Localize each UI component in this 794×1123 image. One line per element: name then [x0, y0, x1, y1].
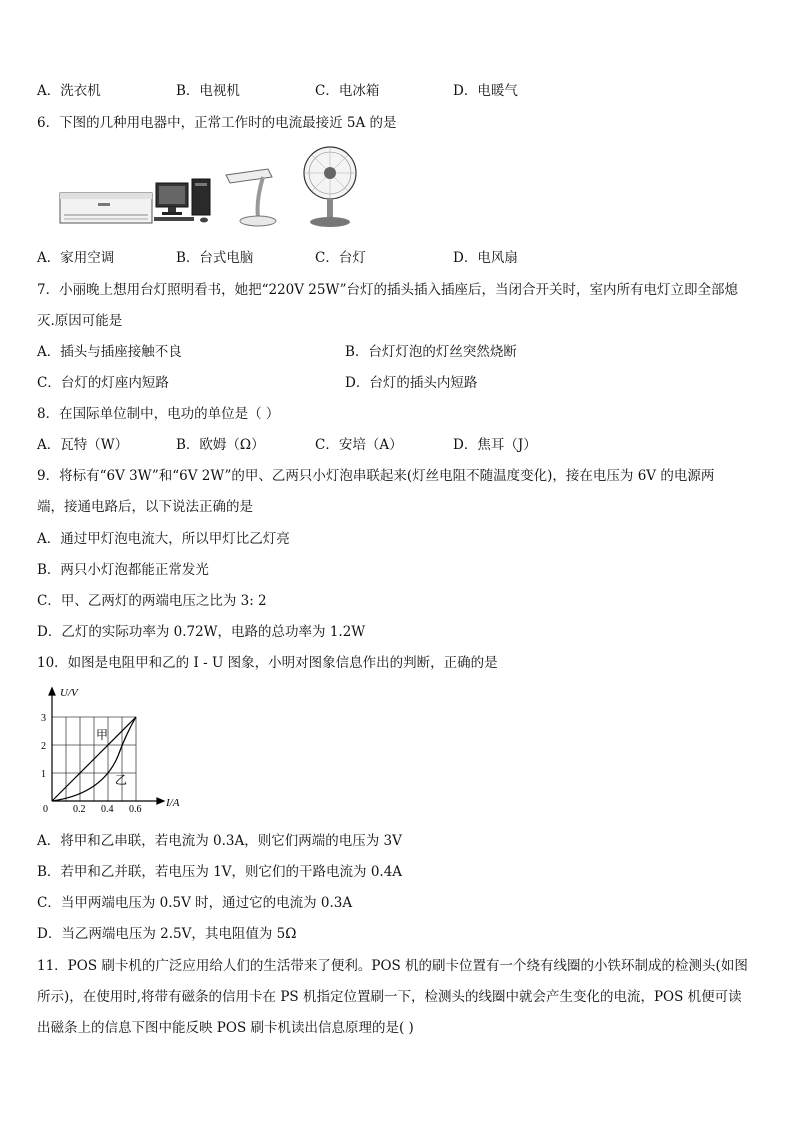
- q7-option-d: D．台灯的插头内短路: [345, 375, 478, 391]
- q5-option-c: C．电冰箱: [315, 83, 380, 99]
- electric-fan-icon: [304, 147, 356, 227]
- q10-iu-graph: [32, 684, 202, 819]
- y-axis-label: U/V: [60, 687, 78, 699]
- y-tick-2: 2: [41, 741, 46, 752]
- y-tick-1: 1: [41, 769, 46, 780]
- air-conditioner-icon: [60, 193, 152, 223]
- q9-stem-line1: 9．将标有“6V 3W”和“6V 2W”的甲、乙两只小灯泡串联起来(灯丝电阻不随温度变化)，接在电压为 6V 的电源两: [37, 468, 715, 484]
- q10-stem: 10．如图是电阻甲和乙的 I - U 图象，小明对图象信息作出的判断，正确的是: [37, 655, 498, 671]
- q11-stem-line3: 出磁条上的信息下图中能反映 POS 刷卡机读出信息原理的是( ): [37, 1020, 414, 1036]
- q7-option-a: A．插头与插座接触不良: [37, 344, 182, 360]
- q11-stem-line2: 所示)，在使用时,将带有磁条的信用卡在 PS 机指定位置刷一下，检测头的线圈中就会产生变化的电流，POS 机便可读: [37, 989, 742, 1005]
- q9-option-d: D．乙灯的实际功率为 0.72W，电路的总功率为 1.2W: [37, 624, 366, 640]
- q5-option-b: B．电视机: [176, 83, 240, 99]
- q10-option-c: C．当甲两端电压为 0.5V 时，通过它的电流为 0.3A: [37, 895, 353, 911]
- desk-lamp-icon: [226, 169, 276, 226]
- y-tick-3: 3: [41, 713, 46, 724]
- x-tick-0-2: 0.2: [73, 804, 86, 815]
- x-tick-0-6: 0.6: [129, 804, 142, 815]
- q6-option-b: B．台式电脑: [176, 250, 254, 266]
- q7-stem-line2: 灭.原因可能是: [37, 313, 123, 329]
- q6-option-a: A．家用空调: [37, 250, 115, 266]
- q11-stem-line1: 11．POS 刷卡机的广泛应用给人们的生活带来了便利。POS 机的刷卡位置有一个绕有线圈的小铁环制成的检测头(如图: [37, 958, 748, 974]
- q9-option-c: C．甲、乙两灯的两端电压之比为 3: 2: [37, 593, 267, 609]
- q7-option-b: B．台灯灯泡的灯丝突然烧断: [345, 344, 517, 360]
- q6-appliance-images: [58, 145, 368, 230]
- q7-option-c: C．台灯的灯座内短路: [37, 375, 169, 391]
- q10-option-a: A．将甲和乙串联，若电流为 0.3A，则它们两端的电压为 3V: [37, 833, 402, 849]
- q7-stem-line1: 7．小丽晚上想用台灯照明看书，她把“220V 25W”台灯的插头插入插座后，当闭合开关时，室内所有电灯立即全部熄: [37, 282, 739, 298]
- q5-option-a: A．洗衣机: [37, 83, 101, 99]
- curve-b-label: 乙: [115, 773, 128, 787]
- q8-option-b: B．欧姆（Ω）: [176, 437, 265, 453]
- q8-option-a: A．瓦特（W）: [37, 437, 129, 453]
- x-axis-label: I/A: [166, 797, 180, 809]
- desktop-computer-icon: [154, 179, 210, 223]
- q9-option-a: A．通过甲灯泡电流大，所以甲灯比乙灯亮: [37, 531, 290, 547]
- q8-option-c: C．安培（A）: [315, 437, 403, 453]
- q6-stem: 6．下图的几种用电器中，正常工作时的电流最接近 5A 的是: [37, 115, 397, 131]
- curve-a-label: 甲: [96, 728, 109, 742]
- q5-option-d: D．电暖气: [453, 83, 518, 99]
- q10-option-b: B．若甲和乙并联，若电压为 1V，则它们的干路电流为 0.4A: [37, 864, 403, 880]
- q8-option-d: D．焦耳（J）: [453, 437, 537, 453]
- origin-label: 0: [43, 804, 48, 815]
- q8-stem: 8．在国际单位制中，电功的单位是（ ）: [37, 406, 280, 422]
- x-tick-0-4: 0.4: [101, 804, 114, 815]
- q6-option-c: C．台灯: [315, 250, 366, 266]
- q6-option-d: D．电风扇: [453, 250, 518, 266]
- q10-option-d: D．当乙两端电压为 2.5V，其电阻值为 5Ω: [37, 926, 297, 942]
- q9-option-b: B．两只小灯泡都能正常发光: [37, 562, 209, 578]
- q9-stem-line2: 端，接通电路后，以下说法正确的是: [37, 499, 253, 515]
